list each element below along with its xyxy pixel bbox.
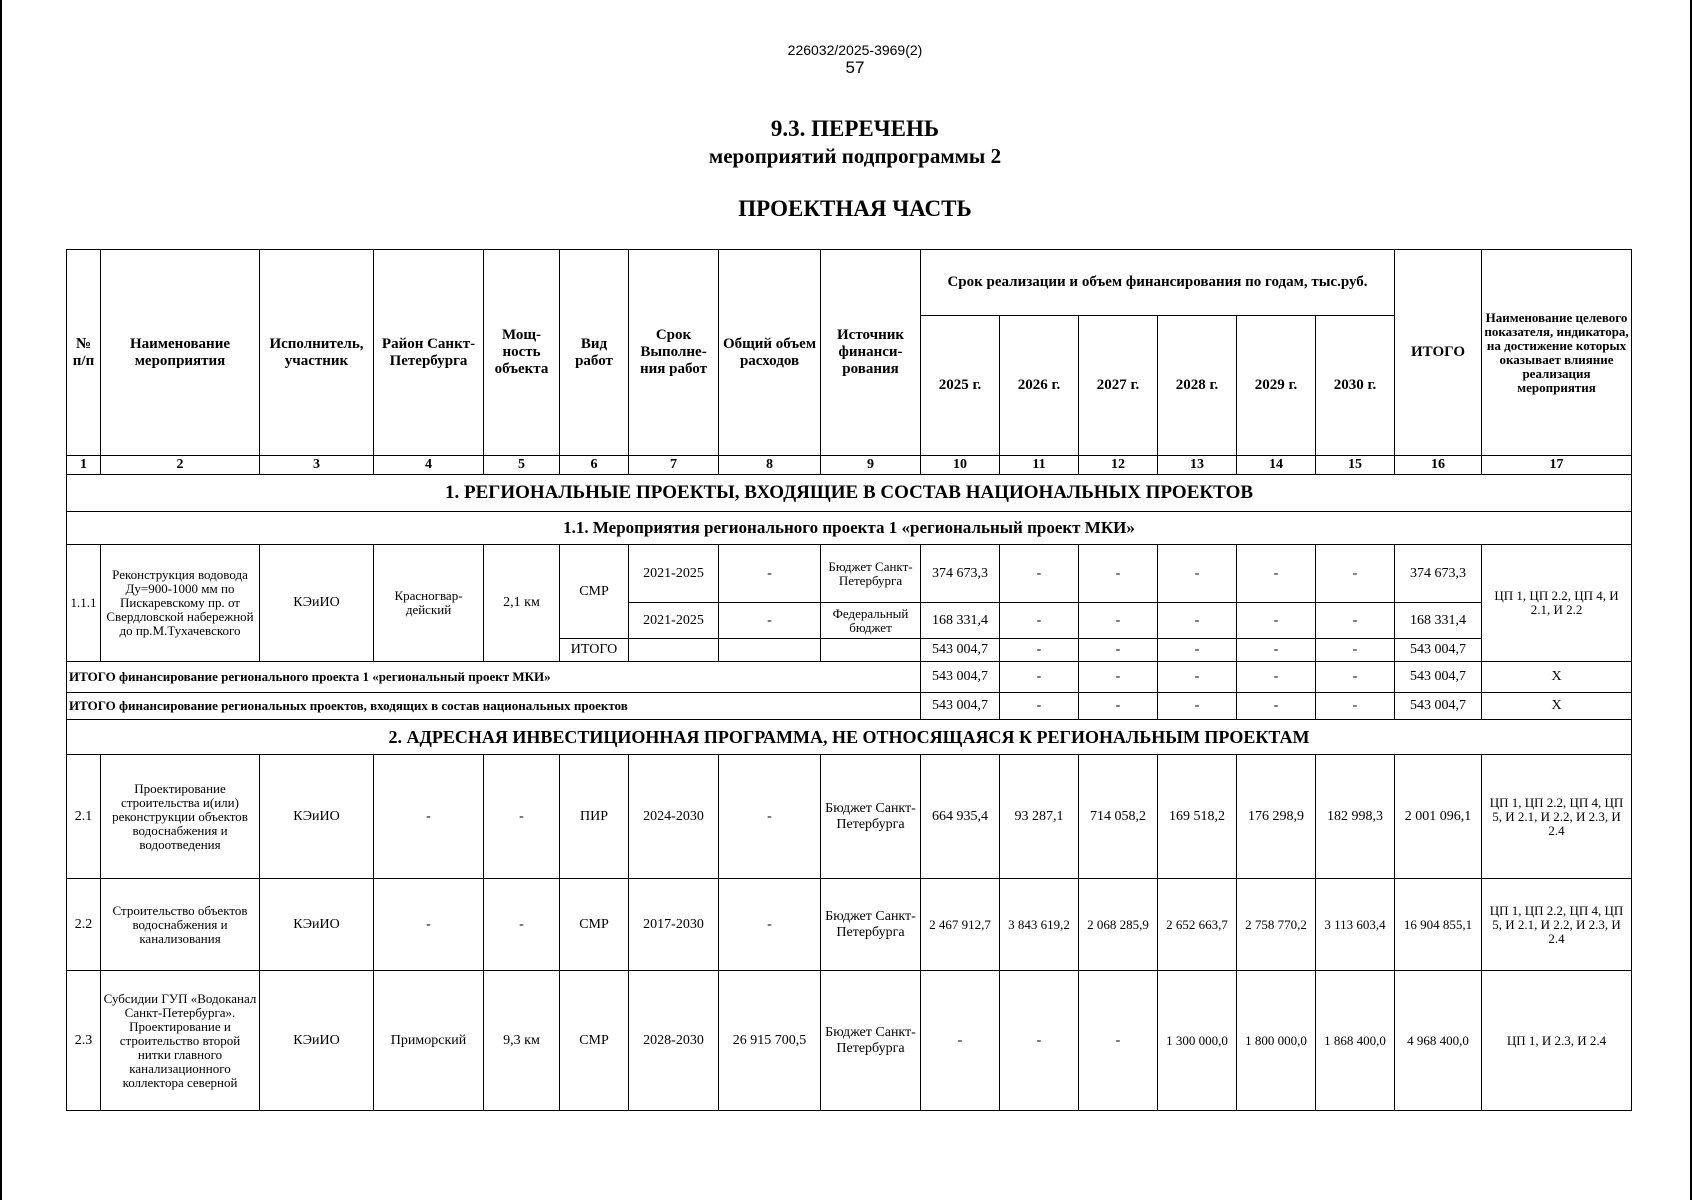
section-1-heading: 1. РЕГИОНАЛЬНЫЕ ПРОЕКТЫ, ВХОДЯЩИЕ В СОСТАВ НАЦИОНАЛЬНЫХ ПРОЕКТОВ bbox=[67, 475, 1632, 512]
col-num: 5 bbox=[484, 456, 560, 475]
value-2029: 2 758 770,2 bbox=[1237, 879, 1316, 971]
row-number: 2.1 bbox=[67, 755, 101, 879]
header-total-cost: Общий объем расходов bbox=[719, 250, 821, 456]
total-cost: - bbox=[719, 879, 821, 971]
header-name: Наименование мероприятия bbox=[101, 250, 260, 456]
value-2026: - bbox=[1000, 545, 1079, 603]
district: - bbox=[374, 879, 484, 971]
value-2028: 169 518,2 bbox=[1158, 755, 1237, 879]
capacity: - bbox=[484, 879, 560, 971]
col-num: 3 bbox=[260, 456, 374, 475]
executor: КЭиИО bbox=[260, 755, 374, 879]
total-regional-projects-label: ИТОГО финансирование региональных проектов, входящих в состав национальных проектов bbox=[67, 693, 921, 720]
value-2026: - bbox=[1000, 693, 1079, 720]
value-2025: 168 331,4 bbox=[921, 603, 1000, 639]
funding-source: Федеральный бюджет bbox=[821, 603, 921, 639]
col-num: 17 bbox=[1482, 456, 1632, 475]
indicator: Х bbox=[1482, 662, 1632, 693]
header-source: Источник финанси-рования bbox=[821, 250, 921, 456]
district: Красногвар-дейский bbox=[374, 545, 484, 662]
col-num: 12 bbox=[1079, 456, 1158, 475]
value-2025: 374 673,3 bbox=[921, 545, 1000, 603]
measure-name: Строительство объектов водоснабжения и канализования bbox=[101, 879, 260, 971]
value-2030: - bbox=[1316, 603, 1395, 639]
document-title: 9.3. ПЕРЕЧЕНЬ bbox=[770, 116, 940, 141]
column-number-row bbox=[67, 456, 1632, 475]
col-num: 15 bbox=[1316, 456, 1395, 475]
measure-name: Реконструкция водовода Ду=900-1000 мм по Пискаревскому пр. от Свердловской набережной до пр.М.Тухачевского bbox=[101, 545, 260, 662]
header-executor: Исполнитель, участник bbox=[260, 250, 374, 456]
value-2030: 1 868 400,0 bbox=[1316, 971, 1395, 1111]
table-row bbox=[67, 545, 1632, 603]
value-2029: - bbox=[1237, 545, 1316, 603]
section-part-title: ПРОЕКТНАЯ ЧАСТЬ bbox=[738, 196, 972, 221]
value-2025: 543 004,7 bbox=[921, 693, 1000, 720]
header-year-2027: 2027 г. bbox=[1079, 316, 1158, 456]
indicator: ЦП 1, ЦП 2.2, ЦП 4, ЦП 5, И 2.1, И 2.2, И 2.3, И 2.4 bbox=[1482, 755, 1632, 879]
value-2030: - bbox=[1316, 545, 1395, 603]
table-row bbox=[67, 662, 1632, 693]
col-num: 13 bbox=[1158, 456, 1237, 475]
itogo-label: ИТОГО bbox=[560, 639, 629, 662]
col-num: 4 bbox=[374, 456, 484, 475]
value-2030: - bbox=[1316, 639, 1395, 662]
header-year-2029: 2029 г. bbox=[1237, 316, 1316, 456]
value-2025: 543 004,7 bbox=[921, 662, 1000, 693]
registration-stamp bbox=[0, 42, 1692, 78]
section-2-heading: 2. АДРЕСНАЯ ИНВЕСТИЦИОННАЯ ПРОГРАММА, НЕ ОТНОСЯЩАЯСЯ К РЕГИОНАЛЬНЫМ ПРОЕКТАМ bbox=[67, 720, 1632, 755]
indicator: ЦП 1, И 2.3, И 2.4 bbox=[1482, 971, 1632, 1111]
value-2025: 2 467 912,7 bbox=[921, 879, 1000, 971]
header-year-2026: 2026 г. bbox=[1000, 316, 1079, 456]
value-2030: 3 113 603,4 bbox=[1316, 879, 1395, 971]
work-type: СМР bbox=[560, 879, 629, 971]
col-num: 11 bbox=[1000, 456, 1079, 475]
col-num: 7 bbox=[629, 456, 719, 475]
funding-source: Бюджет Санкт-Петербурга bbox=[821, 755, 921, 879]
header-year-2028: 2028 г. bbox=[1158, 316, 1237, 456]
value-2029: - bbox=[1237, 662, 1316, 693]
subsection-1-1-heading: 1.1. Мероприятия регионального проекта 1 «региональный проект МКИ» bbox=[67, 512, 1632, 545]
header-capacity: Мощ-ность объекта bbox=[484, 250, 560, 456]
value-itogo: 16 904 855,1 bbox=[1395, 879, 1482, 971]
header-itogo: ИТОГО bbox=[1395, 250, 1482, 456]
total-project-1-label: ИТОГО финансирование регионального проекта 1 «региональный проект МКИ» bbox=[67, 662, 921, 693]
header-year-2025: 2025 г. bbox=[921, 316, 1000, 456]
header-year-2030: 2030 г. bbox=[1316, 316, 1395, 456]
page-number: 57 bbox=[845, 58, 865, 77]
work-type: ПИР bbox=[560, 755, 629, 879]
col-num: 2 bbox=[101, 456, 260, 475]
value-2028: - bbox=[1158, 639, 1237, 662]
value-2027: - bbox=[1079, 603, 1158, 639]
executor: КЭиИО bbox=[260, 879, 374, 971]
row-number: 2.2 bbox=[67, 879, 101, 971]
value-2030: 182 998,3 bbox=[1316, 755, 1395, 879]
funding-source: Бюджет Санкт-Петербурга bbox=[821, 971, 921, 1111]
indicator: ЦП 1, ЦП 2.2, ЦП 4, И 2.1, И 2.2 bbox=[1482, 545, 1632, 662]
value-2028: - bbox=[1158, 693, 1237, 720]
col-num: 8 bbox=[719, 456, 821, 475]
value-itogo: 543 004,7 bbox=[1395, 693, 1482, 720]
col-num: 14 bbox=[1237, 456, 1316, 475]
header-work-type: Вид работ bbox=[560, 250, 629, 456]
col-num: 1 bbox=[67, 456, 101, 475]
value-2029: - bbox=[1237, 603, 1316, 639]
value-2026: - bbox=[1000, 662, 1079, 693]
table-row bbox=[67, 879, 1632, 971]
row-number: 2.3 bbox=[67, 971, 101, 1111]
header-number: № п/п bbox=[67, 250, 101, 456]
value-2028: 2 652 663,7 bbox=[1158, 879, 1237, 971]
registration-number: 226032/2025-3969(2) bbox=[787, 42, 923, 58]
term: 2021-2025 bbox=[629, 545, 719, 603]
document-subtitle: мероприятий подпрограммы 2 bbox=[708, 144, 1002, 168]
table-row bbox=[67, 971, 1632, 1111]
capacity: 9,3 км bbox=[484, 971, 560, 1111]
executor: КЭиИО bbox=[260, 545, 374, 662]
value-2026: 93 287,1 bbox=[1000, 755, 1079, 879]
value-2028: 1 300 000,0 bbox=[1158, 971, 1237, 1111]
value-2026: 3 843 619,2 bbox=[1000, 879, 1079, 971]
measure-name: Проектирование строительства и(или) реконструкции объектов водоснабжения и водоотведения bbox=[101, 755, 260, 879]
value-2026: - bbox=[1000, 603, 1079, 639]
indicator: Х bbox=[1482, 693, 1632, 720]
term: 2028-2030 bbox=[629, 971, 719, 1111]
empty-cell bbox=[821, 639, 921, 662]
district: Приморский bbox=[374, 971, 484, 1111]
value-2026: - bbox=[1000, 971, 1079, 1111]
value-itogo: 543 004,7 bbox=[1395, 639, 1482, 662]
value-2025: 543 004,7 bbox=[921, 639, 1000, 662]
indicator: ЦП 1, ЦП 2.2, ЦП 4, ЦП 5, И 2.1, И 2.2, И 2.3, И 2.4 bbox=[1482, 879, 1632, 971]
value-2028: - bbox=[1158, 603, 1237, 639]
value-2027: - bbox=[1079, 639, 1158, 662]
col-num: 10 bbox=[921, 456, 1000, 475]
value-2027: 714 058,2 bbox=[1079, 755, 1158, 879]
value-2030: - bbox=[1316, 662, 1395, 693]
value-2029: - bbox=[1237, 693, 1316, 720]
total-cost: - bbox=[719, 755, 821, 879]
value-2027: 2 068 285,9 bbox=[1079, 879, 1158, 971]
value-2026: - bbox=[1000, 639, 1079, 662]
value-itogo: 543 004,7 bbox=[1395, 662, 1482, 693]
term: 2021-2025 bbox=[629, 603, 719, 639]
capacity: 2,1 км bbox=[484, 545, 560, 662]
funding-source: Бюджет Санкт-Петербурга bbox=[821, 879, 921, 971]
value-itogo: 4 968 400,0 bbox=[1395, 971, 1482, 1111]
measure-name: Субсидии ГУП «Водоканал Санкт-Петербурга». Проектирование и строительство второй нитки главного канализационного коллектора северной bbox=[101, 971, 260, 1111]
col-num: 6 bbox=[560, 456, 629, 475]
value-2028: - bbox=[1158, 545, 1237, 603]
term: 2017-2030 bbox=[629, 879, 719, 971]
value-2029: 176 298,9 bbox=[1237, 755, 1316, 879]
value-2030: - bbox=[1316, 693, 1395, 720]
term: 2024-2030 bbox=[629, 755, 719, 879]
value-2029: - bbox=[1237, 639, 1316, 662]
value-itogo: 374 673,3 bbox=[1395, 545, 1482, 603]
value-itogo: 2 001 096,1 bbox=[1395, 755, 1482, 879]
value-2027: - bbox=[1079, 693, 1158, 720]
value-2027: - bbox=[1079, 971, 1158, 1111]
value-itogo: 168 331,4 bbox=[1395, 603, 1482, 639]
table-row bbox=[67, 693, 1632, 720]
col-num: 9 bbox=[821, 456, 921, 475]
header-district: Район Санкт-Петербурга bbox=[374, 250, 484, 456]
value-2027: - bbox=[1079, 662, 1158, 693]
funding-source: Бюджет Санкт-Петербурга bbox=[821, 545, 921, 603]
table-row bbox=[67, 755, 1632, 879]
total-cost: - bbox=[719, 603, 821, 639]
value-2025: 664 935,4 bbox=[921, 755, 1000, 879]
work-type: СМР bbox=[560, 545, 629, 639]
header-years-group: Срок реализации и объем финансирования по годам, тыс.руб. bbox=[921, 250, 1395, 316]
value-2029: 1 800 000,0 bbox=[1237, 971, 1316, 1111]
row-number: 1.1.1 bbox=[67, 545, 101, 662]
total-cost: 26 915 700,5 bbox=[719, 971, 821, 1111]
empty-cell bbox=[719, 639, 821, 662]
scan-edge-left bbox=[0, 0, 2, 1200]
header-indicator: Наименование целевого показателя, индикатора, на достижение которых оказывает влияние реализация мероприятия bbox=[1482, 250, 1632, 456]
value-2025: - bbox=[921, 971, 1000, 1111]
executor: КЭиИО bbox=[260, 971, 374, 1111]
total-cost: - bbox=[719, 545, 821, 603]
value-2028: - bbox=[1158, 662, 1237, 693]
value-2027: - bbox=[1079, 545, 1158, 603]
work-type: СМР bbox=[560, 971, 629, 1111]
measures-table bbox=[66, 249, 1632, 1111]
header-term: Срок Выполне-ния работ bbox=[629, 250, 719, 456]
capacity: - bbox=[484, 755, 560, 879]
district: - bbox=[374, 755, 484, 879]
col-num: 16 bbox=[1395, 456, 1482, 475]
empty-cell bbox=[629, 639, 719, 662]
